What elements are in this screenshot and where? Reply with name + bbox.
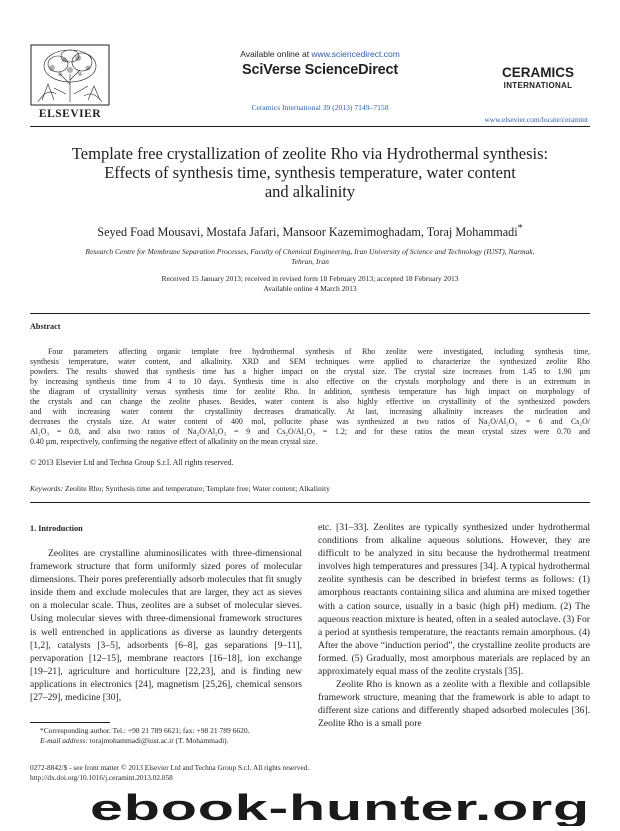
right-column: [318, 521, 590, 731]
email-address[interactable]: torajmohammadi@iust.ac.ir (T. Mohammadi).: [89, 736, 229, 745]
abstract-heading: Abstract: [30, 322, 61, 331]
abstract-line: and with increasing water content the crystallinity decreases dramatically. At last, increasing alkalinity increases the nucleation and: [30, 407, 590, 416]
intro-paragraph: Zeolites are crystalline aluminosilicates with three-dimensional framework structure that form uniformly sized pores of molecular dimensions. Their pores preferentially adsorb molecules that fit snugly inside them and exclude molecules that are larger, they act as sieves on a molecular scale. Thus, zeolites are a subset of molecular sieves. Using molecular sieves with three-dimensional framework structures is well entrenched in applications as diverse as laundry detergents [1,2], catalysts [3–5], adsorbents [6–8], gas separations [9–11], pervaporation [12–15], membrane reactors [16–18], ion exchange [19–21], agriculture and horticulture [22,23], and is finding new applications in electronics [24], magnetism [25,26], chemical sensors [27–29], medicine [30],: [30, 548, 302, 704]
sciencedirect-link[interactable]: www.sciencedirect.com: [311, 49, 400, 59]
online-date: Available online 4 March 2013: [263, 284, 357, 293]
abstract-line: by increasing synthesis time from 4 to 10 days. Synthesis time is also effective on the crystals morphology and there is an extremum in: [30, 377, 590, 386]
section-heading: 1. Introduction: [30, 524, 83, 533]
keywords-label: Keywords:: [30, 484, 64, 493]
abstract-line: 0.40 µm, respectively, confirming the negative effect of alkalinity on the mean crystal size.: [30, 437, 318, 446]
rho-paragraph: Zeolite Rho is known as a zeolite with a flexible and collapsible framework structure, meaning that the framework is able to adapt to different size cations and differently shaped adsorbed molecules [36]. Zeolite Rho is a small pore: [318, 679, 590, 730]
email-line: [30, 736, 302, 746]
watermark: [90, 790, 595, 826]
article-title: [30, 144, 590, 201]
elsevier-wordmark: ELSEVIER: [38, 108, 102, 120]
abstract-line: Al₂O₃ = 0.8, and also two ratios of Na₂O/Al₂O₃ = 9 and Cs₂O/Al₂O₃ = 1.2; and for these ratios the mean crystal sizes were 0.70 and: [30, 427, 590, 436]
corresponding-author-mark[interactable]: *: [517, 223, 523, 234]
affiliation-line: Research Centre for Membrane Separation Processes, Faculty of Chemical Engineering, Iran University of Science and Technology (IUST), Narmak,: [85, 247, 535, 256]
left-column: [30, 547, 302, 704]
abstract-line: Four parameters affecting organic template free hydrothermal synthesis of Rho zeolite were investigated, including synthesis time,: [48, 347, 590, 356]
author-list: [30, 223, 590, 240]
elsevier-tree-logo-icon: [30, 44, 110, 106]
watermark-text: ebook-hunter.org: [90, 790, 590, 826]
abstract-line: synthesis temperature, water content, and alkalinity. XRD and SEM techniques were applied to characterize the synthesized zeolite Rho: [30, 357, 590, 366]
authors-text: Seyed Foad Mousavi, Mostafa Jafari, Mansoor Kazemimoghadam, Toraj Mohammadi: [97, 225, 518, 240]
abstract-body: [30, 347, 590, 447]
corresponding-author-note: *Corresponding author. Tel.: +98 21 789 6621; fax: +98 21 789 6620.: [40, 726, 250, 735]
article-dates: [40, 274, 580, 294]
title-line: Template free crystallization of zeolite Rho via Hydrothermal synthesis:: [71, 144, 549, 163]
header-divider: [30, 126, 590, 127]
front-matter: [30, 763, 590, 782]
journal-logo-subtitle: INTERNATIONAL: [503, 81, 573, 90]
keywords: [30, 484, 330, 493]
title-line: Effects of synthesis time, synthesis temperature, water content: [104, 163, 516, 182]
abstract-top-divider: [30, 313, 590, 314]
issn-line: 0272-8842/$ - see front matter © 2013 Elsevier Ltd and Techna Group S.r.l. All rights reserved.: [30, 763, 310, 772]
footnote: [30, 726, 302, 746]
platform-name: SciVerse ScienceDirect: [241, 62, 398, 78]
abstract-line: the diagram of crystallinity versus synthesis time for zeolite Rho. In addition, synthesis temperature has high impact on morphology of: [30, 387, 590, 396]
copyright-notice: © 2013 Elsevier Ltd and Techna Group S.r.l. All rights reserved.: [30, 458, 234, 467]
footnote-divider: [30, 722, 110, 723]
abstract-line: the crystals and can change the zeolite phases. Besides, water content is also highly effective on crystallinity of the synthesized powders: [30, 397, 590, 406]
received-dates: Received 15 January 2013; received in revised form 18 February 2013; accepted 18 February 2013: [161, 274, 459, 283]
title-line: and alkalinity: [264, 182, 356, 201]
doi-link[interactable]: http://dx.doi.org/10.1016/j.ceramint.2013.02.058: [30, 772, 173, 782]
journal-homepage-link[interactable]: www.elsevier.com/locate/ceramint: [484, 115, 588, 124]
affiliation: [40, 247, 580, 267]
journal-logo-title: CERAMICS: [501, 65, 574, 80]
intro-paragraph-continued: etc. [31–33]. Zeolites are typically synthesized under hydrothermal conditions from alkaline aqueous solutions. However, they are difficult to be analyzed in situ because the hydrothermal treatment involves high temperatures and pressures [34]. A typical hydrothermal zeolite synthesis can be described in briefest terms as follows: (1) amorphous reactants containing silica and alumina are mixed together with a cation source, usually in a basic (high pH) medium. (2) The aqueous reaction mixture is heated, often in a sealed autoclave. (3) For a period at synthesis temperature, the reactants remain amorphous. (4) After the above “induction period”, the crystalline zeolite products are formed. (5) Gradually, most amorphous materials are replaced by an approximately equal mass of the zeolite crystals [35].: [318, 522, 590, 678]
abstract-bottom-divider: [30, 502, 590, 503]
available-online-line: [160, 49, 480, 59]
email-label: E-mail address:: [40, 736, 88, 745]
keywords-list: Zeolite Rho; Synthesis time and temperature; Template free; Water content; Alkalinity: [64, 484, 330, 493]
abstract-line: powders. The results showed that synthesis time has a higher impact on the crystal size. The crystal size increases from 1.45 to 1.90 µm: [30, 367, 590, 376]
journal-citation-link[interactable]: Ceramics International 39 (2013) 7149–7158: [251, 103, 389, 112]
abstract-line: decreases the crystals size. At water content of 400 mol, pollucite phase was synthesized at two ratios of Na₂O/Al₂O₃ = 6 and Cs₂O/: [30, 417, 590, 426]
affiliation-line: Tehran, Iran: [291, 257, 329, 266]
available-prefix: Available online at: [240, 49, 310, 59]
